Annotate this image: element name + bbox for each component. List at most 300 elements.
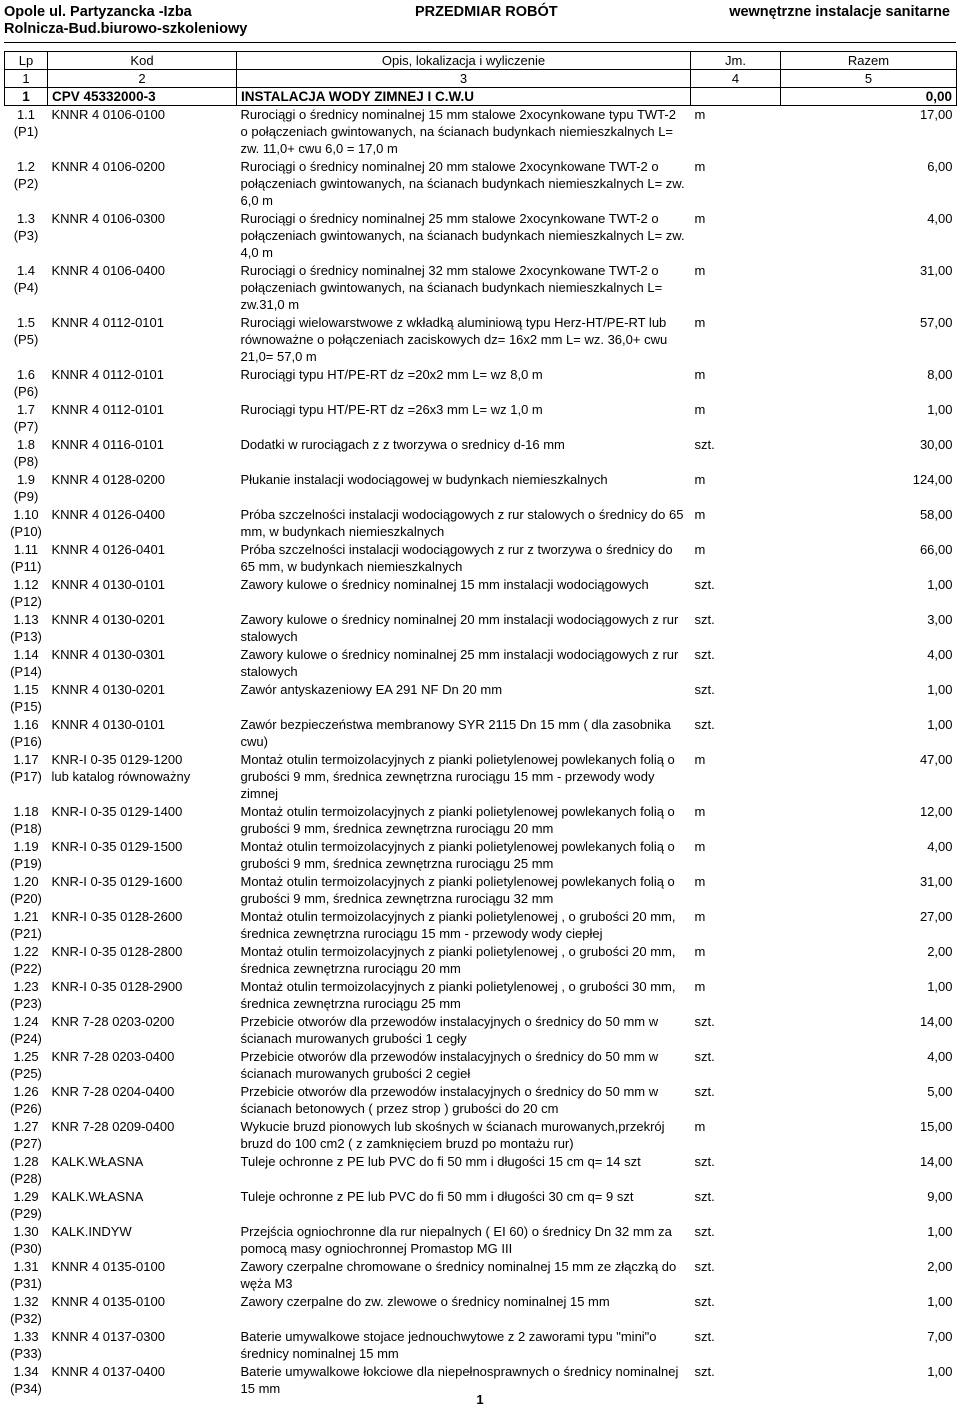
row-position: (P15): [10, 699, 42, 714]
row-total: 47,00: [919, 752, 953, 767]
row-number: 1.33: [13, 1329, 39, 1344]
row-code-cell: [48, 1153, 237, 1188]
row-total: 57,00: [919, 315, 953, 330]
row-number: 1.24: [13, 1014, 39, 1029]
row-unit: szt.: [694, 1364, 715, 1379]
row-code: KALK.INDYW: [51, 1224, 132, 1239]
table-row: [5, 646, 957, 681]
row-position: (P9): [13, 489, 39, 504]
row-total: 15,00: [919, 1119, 953, 1134]
row-total: 1,00: [927, 1224, 953, 1239]
row-total: 1,00: [927, 979, 953, 994]
row-code: KNR 7-28 0204-0400: [51, 1084, 175, 1099]
row-unit: szt.: [694, 1329, 715, 1344]
row-unit: m: [694, 909, 706, 924]
row-number: 1.18: [13, 804, 39, 819]
header-location-line2: Rolnicza-Bud.biurowo-szkoleniowy: [4, 21, 248, 37]
row-description: Montaż otulin termoizolacyjnych z pianki polietylenowej powlekanych folią o grubości 9 mm, średnica zewnętrzna rurociągu 15 mm - przewody wody zimnej: [240, 752, 675, 801]
row-total: 58,00: [919, 507, 953, 522]
row-number: 1.30: [13, 1224, 39, 1239]
row-number: 1.22: [13, 944, 39, 959]
row-number: 1.6: [16, 367, 36, 382]
table-row: [5, 506, 957, 541]
table-row: [5, 1328, 957, 1363]
row-number: 1.13: [13, 612, 39, 627]
row-code: KNR-I 0-35 0129-1600: [51, 874, 183, 889]
row-number: 1.21: [13, 909, 39, 924]
row-lp-cell: [5, 1223, 48, 1258]
row-code-cell: [48, 366, 237, 401]
row-lp-cell: [5, 978, 48, 1013]
row-unit: m: [694, 944, 706, 959]
row-total: 4,00: [927, 211, 953, 226]
row-lp-cell: [5, 943, 48, 978]
row-number: 1.20: [13, 874, 39, 889]
table-row: [5, 873, 957, 908]
row-code: KNNR 4 0128-0200: [51, 472, 165, 487]
table-row: [5, 681, 957, 716]
row-total: 1,00: [927, 682, 953, 697]
row-lp-cell: [5, 1013, 48, 1048]
row-description: Przebicie otworów dla przewodów instalacyjnych o średnicy do 50 mm w ścianach betonowych ( przez strop ) grubości do 20 cm: [240, 1084, 659, 1116]
row-lp-cell: [5, 1048, 48, 1083]
row-number: 1.19: [13, 839, 39, 854]
page-header: [4, 4, 956, 40]
row-lp-cell: [5, 471, 48, 506]
row-description: Montaż otulin termoizolacyjnych z pianki polietylenowej , o grubości 30 mm, średnica zewnętrzna rurociągu 25 mm: [240, 979, 676, 1011]
row-total: 1,00: [927, 717, 953, 732]
row-code-cell: [48, 1188, 237, 1223]
table-row: [5, 716, 957, 751]
row-lp-cell: [5, 262, 48, 314]
row-description: Zawory czerpalne do zw. zlewowe o średnicy nominalnej 15 mm: [240, 1294, 610, 1309]
row-lp-cell: [5, 1293, 48, 1328]
table-row: [5, 262, 957, 314]
table-row: [5, 943, 957, 978]
row-code-cell: [48, 803, 237, 838]
row-code-cell: [48, 1293, 237, 1328]
row-code: KNR-I 0-35 0129-1500: [51, 839, 183, 854]
row-description: Montaż otulin termoizolacyjnych z pianki polietylenowej , o grubości 20 mm, średnica zewnętrzna rurociągu 20 mm: [240, 944, 676, 976]
column-header-jm: Jm.: [691, 52, 781, 70]
column-number: 3: [237, 70, 691, 88]
table-row: [5, 978, 957, 1013]
row-position: (P3): [13, 228, 39, 243]
row-number: 1.32: [13, 1294, 39, 1309]
table-row: [5, 210, 957, 262]
row-description: Rurociągi typu HT/PE-RT dz =26x3 mm L= wz 1,0 m: [240, 402, 543, 417]
row-unit: szt.: [694, 1224, 715, 1239]
row-lp-cell: [5, 803, 48, 838]
row-unit: szt.: [694, 1259, 715, 1274]
row-lp-cell: [5, 1328, 48, 1363]
row-position: (P34): [10, 1381, 42, 1396]
row-code-cell: [48, 506, 237, 541]
row-position: (P29): [10, 1206, 42, 1221]
row-description: Przejścia ogniochronne dla rur niepalnych ( EI 60) o średnicy Dn 32 mm za pomocą masy ogniochronnej Promastop MG III: [240, 1224, 672, 1256]
row-code-cell: [48, 716, 237, 751]
row-description: Montaż otulin termoizolacyjnych z pianki polietylenowej powlekanych folią o grubości 9 mm, średnica zewnętrzna rurociągu 32 mm: [240, 874, 675, 906]
column-number-row: [5, 70, 957, 88]
row-number: 1.2: [16, 159, 36, 174]
row-description: Rurociągi o średnicy nominalnej 25 mm stalowe 2xocynkowane TWT-2 o połączeniach gwintowanych, na ścianach budynkach niemieszkalnych L= zw. 4,0 m: [240, 211, 685, 260]
row-unit: m: [694, 752, 706, 767]
row-code-cell: [48, 1328, 237, 1363]
table-row: [5, 611, 957, 646]
row-description: Zawory czerpalne chromowane o średnicy nominalnej 15 mm ze złączką do węża M3: [240, 1259, 677, 1291]
row-description: Próba szczelności instalacji wodociągowych z rur stalowych o średnicy do 65 mm, w budynkach niemieszkalnych: [240, 507, 684, 539]
row-description: Montaż otulin termoizolacyjnych z pianki polietylenowej powlekanych folią o grubości 9 mm, średnica zewnętrzna rurociągu 20 mm: [240, 804, 675, 836]
row-description: Montaż otulin termoizolacyjnych z pianki polietylenowej , o grubości 20 mm, średnica zewnętrzna rurociągu 15 mm - przewody wody ciepłej: [240, 909, 676, 941]
row-number: 1.3: [16, 211, 36, 226]
row-position: (P16): [10, 734, 42, 749]
row-code: KNR 7-28 0209-0400: [51, 1119, 175, 1134]
row-code-cell: [48, 1118, 237, 1153]
row-description: Wykucie bruzd pionowych lub skośnych w ścianach murowanych,przekrój bruzd do 100 cm2 ( z zamknięciem bruzd po montażu rur): [240, 1119, 665, 1151]
row-position: (P14): [10, 664, 42, 679]
row-number: 1.23: [13, 979, 39, 994]
row-total: 17,00: [919, 107, 953, 122]
row-number: 1.28: [13, 1154, 39, 1169]
row-description: Zawory kulowe o średnicy nominalnej 20 mm instalacji wodociągowych z rur stalowych: [240, 612, 679, 644]
row-code: KNR-I 0-35 0128-2800: [51, 944, 183, 959]
row-position: (P31): [10, 1276, 42, 1291]
section-row: [5, 88, 957, 106]
row-code: KNNR 4 0112-0101: [51, 315, 164, 330]
row-number: 1.25: [13, 1049, 39, 1064]
row-description: Przebicie otworów dla przewodów instalacyjnych o średnicy do 50 mm w ścianach murowanych grubości 2 cegieł: [240, 1049, 659, 1081]
row-lp-cell: [5, 716, 48, 751]
row-total: 1,00: [927, 577, 953, 592]
row-position: (P10): [10, 524, 42, 539]
header-divider: [4, 42, 956, 43]
row-code-cell: [48, 1048, 237, 1083]
row-position: (P6): [13, 384, 39, 399]
column-number: 4: [691, 70, 781, 88]
row-code-cell: [48, 646, 237, 681]
row-code-cell: [48, 210, 237, 262]
row-total: 31,00: [919, 874, 953, 889]
row-total: 5,00: [927, 1084, 953, 1099]
header-location: [4, 4, 247, 38]
table-row: [5, 1118, 957, 1153]
table-row: [5, 314, 957, 366]
row-position: (P28): [10, 1171, 42, 1186]
row-total: 4,00: [927, 839, 953, 854]
table-row: [5, 541, 957, 576]
row-lp-cell: [5, 1258, 48, 1293]
row-total: 2,00: [927, 1259, 953, 1274]
table-row: [5, 436, 957, 471]
row-code: KNR-I 0-35 0129-1200: [51, 752, 183, 767]
row-unit: m: [694, 874, 706, 889]
row-unit: m: [694, 839, 706, 854]
table-row: [5, 1188, 957, 1223]
table-row: [5, 803, 957, 838]
row-code-note: lub katalog równoważny: [51, 769, 191, 784]
row-unit: m: [694, 542, 706, 557]
row-position: (P18): [10, 821, 42, 836]
row-total: 12,00: [919, 804, 953, 819]
column-header-kod: Kod: [48, 52, 237, 70]
table-header-row: [5, 52, 957, 70]
row-lp-cell: [5, 646, 48, 681]
row-code: KNNR 4 0112-0101: [51, 367, 164, 382]
row-description: Zawory kulowe o średnicy nominalnej 25 mm instalacji wodociągowych z rur stalowych: [240, 647, 679, 679]
row-code-cell: [48, 401, 237, 436]
row-lp-cell: [5, 210, 48, 262]
row-code: KNNR 4 0112-0101: [51, 402, 164, 417]
row-total: 7,00: [927, 1329, 953, 1344]
row-code: KNNR 4 0126-0401: [51, 542, 165, 557]
table-row: [5, 366, 957, 401]
row-code: KALK.WŁASNA: [51, 1154, 144, 1169]
row-code: KNR-I 0-35 0129-1400: [51, 804, 183, 819]
table-row: [5, 1013, 957, 1048]
row-lp-cell: [5, 1153, 48, 1188]
row-unit: szt.: [694, 1189, 715, 1204]
row-unit: szt.: [694, 1084, 715, 1099]
column-header-opis: Opis, lokalizacja i wyliczenie: [237, 52, 691, 70]
row-lp-cell: [5, 401, 48, 436]
row-code-cell: [48, 838, 237, 873]
section-unit: [691, 88, 781, 106]
row-code: KNNR 4 0137-0400: [51, 1364, 165, 1379]
row-unit: szt.: [694, 437, 715, 452]
row-number: 1.9: [16, 472, 36, 487]
row-code: KNNR 4 0116-0101: [51, 437, 164, 452]
row-description: Zawory kulowe o średnicy nominalnej 15 mm instalacji wodociągowych: [240, 577, 649, 592]
row-unit: szt.: [694, 1294, 715, 1309]
column-header-lp: Lp: [5, 52, 48, 70]
row-code-cell: [48, 158, 237, 210]
header-location-line1: Opole ul. Partyzancka -Izba: [4, 4, 192, 20]
row-unit: m: [694, 979, 706, 994]
row-unit: m: [694, 107, 706, 122]
row-code: KNR 7-28 0203-0400: [51, 1049, 175, 1064]
row-unit: szt.: [694, 682, 715, 697]
row-lp-cell: [5, 158, 48, 210]
row-unit: m: [694, 472, 706, 487]
row-position: (P27): [10, 1136, 42, 1151]
row-number: 1.34: [13, 1364, 39, 1379]
row-number: 1.16: [13, 717, 39, 732]
row-code-cell: [48, 1013, 237, 1048]
row-code-cell: [48, 1223, 237, 1258]
column-number: 5: [781, 70, 957, 88]
table-row: [5, 838, 957, 873]
row-code: KNNR 4 0135-0100: [51, 1259, 165, 1274]
section-title: INSTALACJA WODY ZIMNEJ I C.W.U: [237, 88, 691, 106]
row-position: (P13): [10, 629, 42, 644]
row-total: 30,00: [919, 437, 953, 452]
row-lp-cell: [5, 873, 48, 908]
row-total: 9,00: [927, 1189, 953, 1204]
row-code-cell: [48, 611, 237, 646]
row-total: 66,00: [919, 542, 953, 557]
table-row: [5, 908, 957, 943]
row-description: Próba szczelności instalacji wodociągowych z rur z tworzywa o średnicy do 65 mm, w budynkach niemieszkalnych: [240, 542, 673, 574]
row-lp-cell: [5, 1118, 48, 1153]
row-description: Montaż otulin termoizolacyjnych z pianki polietylenowej powlekanych folią o grubości 9 mm, średnica zewnętrzna rurociągu 25 mm: [240, 839, 675, 871]
row-code-cell: [48, 314, 237, 366]
row-code: KNR 7-28 0203-0200: [51, 1014, 175, 1029]
row-code: KNNR 4 0130-0301: [51, 647, 165, 662]
row-total: 4,00: [927, 647, 953, 662]
row-description: Dodatki w rurociągach z z tworzywa o srednicy d-16 mm: [240, 437, 565, 452]
row-position: (P32): [10, 1311, 42, 1326]
table-row: [5, 1293, 957, 1328]
row-code: KNNR 4 0130-0201: [51, 682, 165, 697]
row-description: Tuleje ochronne z PE lub PVC do fi 50 mm i długości 30 cm q= 9 szt: [240, 1189, 634, 1204]
row-lp-cell: [5, 681, 48, 716]
row-unit: szt.: [694, 577, 715, 592]
row-position: (P1): [13, 124, 39, 139]
row-description: Zawór antyskazeniowy EA 291 NF Dn 20 mm: [240, 682, 503, 697]
row-position: (P26): [10, 1101, 42, 1116]
table-row: [5, 1223, 957, 1258]
row-unit: m: [694, 315, 706, 330]
row-total: 8,00: [927, 367, 953, 382]
row-unit: m: [694, 1119, 706, 1134]
row-code: KNNR 4 0130-0201: [51, 612, 165, 627]
row-number: 1.4: [16, 263, 36, 278]
header-scope: wewnętrzne instalacje sanitarne: [729, 4, 950, 20]
row-description: Rurociągi typu HT/PE-RT dz =20x2 mm L= wz 8,0 m: [240, 367, 543, 382]
row-position: (P7): [13, 419, 39, 434]
row-position: (P24): [10, 1031, 42, 1046]
row-number: 1.26: [13, 1084, 39, 1099]
row-description: Rurociągi o średnicy nominalnej 32 mm stalowe 2xocynkowane TWT-2 o połączeniach gwintowanych, na ścianach budynkach niemieszkalnych L= zw.31,0 m: [240, 263, 663, 312]
column-number: 1: [5, 70, 48, 88]
row-lp-cell: [5, 611, 48, 646]
row-position: (P4): [13, 280, 39, 295]
row-total: 4,00: [927, 1049, 953, 1064]
row-lp-cell: [5, 541, 48, 576]
row-total: 1,00: [927, 402, 953, 417]
table-row: [5, 1258, 957, 1293]
row-description: Baterie umywalkowe stojace jednouchwytowe z 2 zaworami typu "mini"o średnicy nominalnej 15 mm: [240, 1329, 657, 1361]
row-description: Baterie umywalkowe łokciowe dla niepełnosprawnych o średnicy nominalnej 15 mm: [240, 1364, 679, 1396]
row-description: Rurociągi wielowarstwowe z wkładką aluminiową typu Herz-HT/PE-RT lub równoważne o połączeniach zaciskowych dz= 16x2 mm L= wz. 36,0+ cwu 21,0= 57,0 m: [240, 315, 668, 364]
table-row: [5, 1153, 957, 1188]
row-lp-cell: [5, 314, 48, 366]
row-unit: m: [694, 367, 706, 382]
header-document-title: PRZEDMIAR ROBÓT: [415, 4, 558, 20]
row-lp-cell: [5, 1188, 48, 1223]
row-lp-cell: [5, 366, 48, 401]
section-code: CPV 45332000-3: [48, 88, 237, 106]
row-code-cell: [48, 943, 237, 978]
row-total: 124,00: [912, 472, 953, 487]
row-lp-cell: [5, 751, 48, 803]
row-unit: szt.: [694, 1014, 715, 1029]
row-code: KNNR 4 0135-0100: [51, 1294, 165, 1309]
row-code: KNNR 4 0130-0101: [51, 717, 165, 732]
row-code-cell: [48, 1083, 237, 1118]
row-code-cell: [48, 978, 237, 1013]
row-code-cell: [48, 262, 237, 314]
row-code-cell: [48, 873, 237, 908]
row-lp-cell: [5, 506, 48, 541]
row-position: (P33): [10, 1346, 42, 1361]
row-number: 1.7: [16, 402, 36, 417]
row-total: 2,00: [927, 944, 953, 959]
row-description: Rurociągi o średnicy nominalnej 15 mm stalowe 2xocynkowane typu TWT-2 o połączeniach gwintowanych, na ścianach budynkach niemieszkalnych L= zw. 11,0+ cwu 6,0 = 17,0 m: [240, 107, 676, 156]
row-description: Płukanie instalacji wodociągowej w budynkach niemieszkalnych: [240, 472, 608, 487]
table-row: [5, 1083, 957, 1118]
row-description: Przebicie otworów dla przewodów instalacyjnych o średnicy do 50 mm w ścianach murowanych grubości 1 cegły: [240, 1014, 659, 1046]
row-total: 27,00: [919, 909, 953, 924]
row-description: Tuleje ochronne z PE lub PVC do fi 50 mm i długości 15 cm q= 14 szt: [240, 1154, 641, 1169]
row-number: 1.5: [16, 315, 36, 330]
row-code-cell: [48, 908, 237, 943]
row-code: KALK.WŁASNA: [51, 1189, 144, 1204]
row-unit: szt.: [694, 647, 715, 662]
row-position: (P12): [10, 594, 42, 609]
row-unit: m: [694, 402, 706, 417]
row-lp-cell: [5, 908, 48, 943]
row-code: KNNR 4 0106-0300: [51, 211, 165, 226]
row-code-cell: [48, 471, 237, 506]
row-description: Rurociągi o średnicy nominalnej 20 mm stalowe 2xocynkowane TWT-2 o połączeniach gwintowanych, na ścianach budynkach niemieszkalnych L= zw. 6,0 m: [240, 159, 685, 208]
row-description: Zawór bezpieczeństwa membranowy SYR 2115 Dn 15 mm ( dla zasobnika cwu): [240, 717, 671, 749]
row-number: 1.29: [13, 1189, 39, 1204]
row-position: (P8): [13, 454, 39, 469]
table-row: [5, 471, 957, 506]
row-total: 3,00: [927, 612, 953, 627]
table-row: [5, 106, 957, 159]
row-code-cell: [48, 106, 237, 159]
row-lp-cell: [5, 838, 48, 873]
row-position: (P21): [10, 926, 42, 941]
row-position: (P5): [13, 332, 39, 347]
row-position: (P25): [10, 1066, 42, 1081]
row-position: (P19): [10, 856, 42, 871]
row-code-cell: [48, 576, 237, 611]
row-number: 1.11: [13, 542, 39, 557]
table-row: [5, 576, 957, 611]
row-code-cell: [48, 681, 237, 716]
row-code-cell: [48, 751, 237, 803]
row-position: (P22): [10, 961, 42, 976]
row-position: (P11): [10, 559, 42, 574]
row-lp-cell: [5, 436, 48, 471]
row-total: 1,00: [927, 1364, 953, 1379]
row-unit: m: [694, 159, 706, 174]
row-position: (P23): [10, 996, 42, 1011]
table-row: [5, 1048, 957, 1083]
row-number: 1.12: [13, 577, 39, 592]
row-lp-cell: [5, 106, 48, 159]
bill-of-quantities-table: [4, 51, 957, 1398]
row-unit: szt.: [694, 1154, 715, 1169]
row-total: 1,00: [927, 1294, 953, 1309]
row-position: (P17): [10, 769, 42, 784]
row-code: KNNR 4 0106-0400: [51, 263, 165, 278]
row-total: 31,00: [919, 263, 953, 278]
row-code: KNR-I 0-35 0128-2900: [51, 979, 183, 994]
table-row: [5, 401, 957, 436]
row-code-cell: [48, 541, 237, 576]
row-code: KNNR 4 0106-0100: [51, 107, 165, 122]
row-number: 1.14: [13, 647, 39, 662]
row-number: 1.31: [13, 1259, 39, 1274]
row-unit: szt.: [694, 717, 715, 732]
row-unit: m: [694, 263, 706, 278]
row-total: 14,00: [919, 1014, 953, 1029]
column-header-razem: Razem: [781, 52, 957, 70]
